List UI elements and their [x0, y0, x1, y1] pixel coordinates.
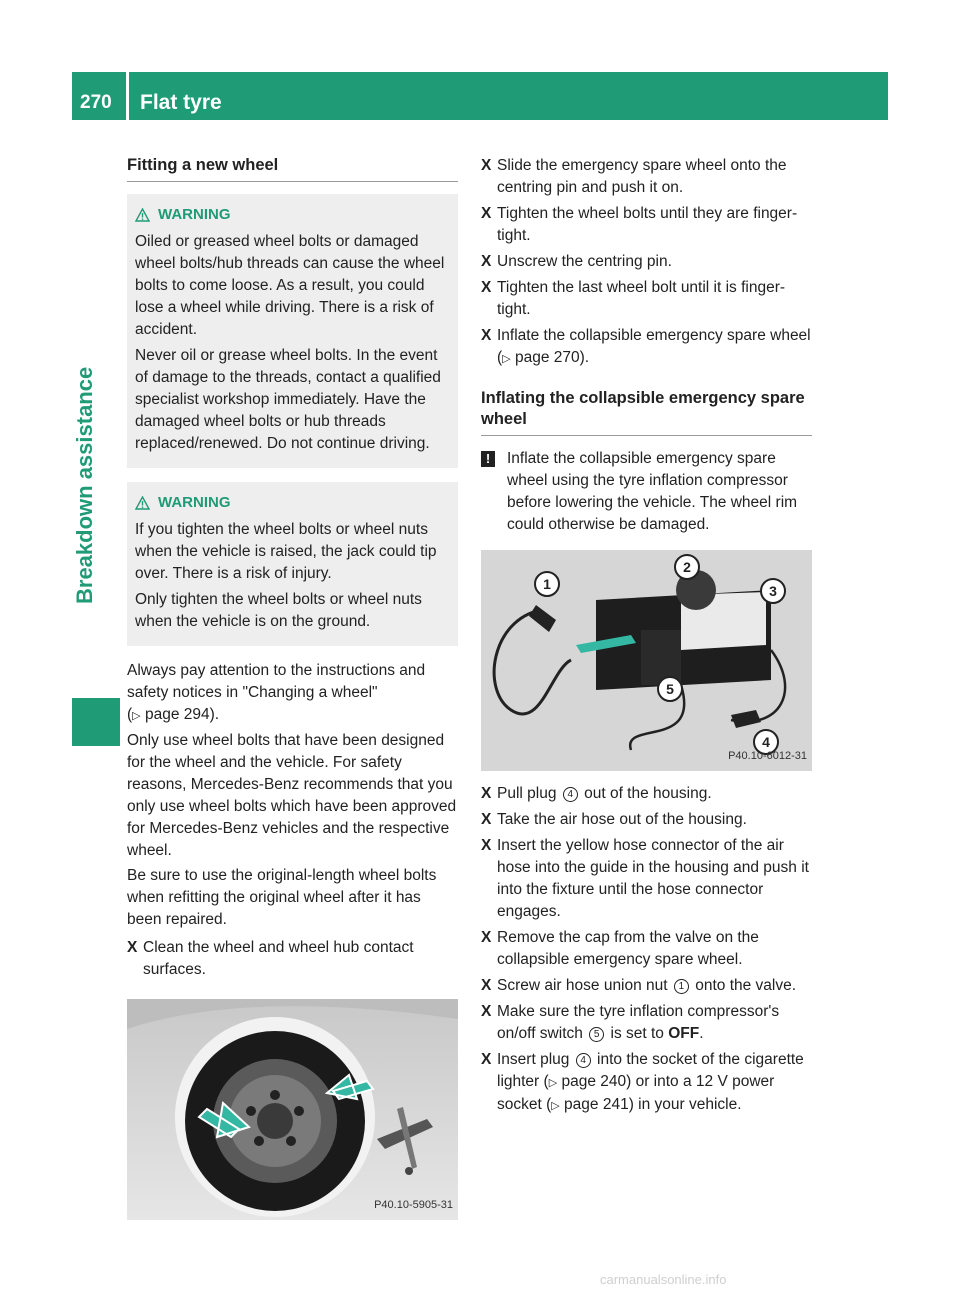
- warning-text: Never oil or grease wheel bolts. In the event of damage to the threads, contact a qualified specialist workshop immediately. Have the damaged wheel bolts or hub threads replaced/renewed. Do not continue driving.: [135, 347, 441, 452]
- page-ref-arrow-icon: ▷: [502, 353, 511, 365]
- warning-triangle-icon: [135, 208, 150, 222]
- warning-text: Oiled or greased wheel bolts or damaged wheel bolts/hub threads can cause the wheel bolts to come loose. As a result, you could lose a wheel while driving. There is a risk of accident.: [135, 233, 445, 338]
- step-item: X Pull plug 4 out of the housing.: [481, 783, 812, 805]
- warning-title: WARNING: [135, 204, 452, 226]
- callout-ref-1: 1: [674, 979, 689, 994]
- step-x-icon: X: [481, 1051, 492, 1068]
- figure-compressor: [481, 550, 812, 771]
- exclamation-icon: !: [481, 451, 495, 467]
- step-x-icon: X: [127, 939, 138, 956]
- notice-box: [481, 448, 812, 536]
- figure-code: P40.10-5905-31: [374, 1199, 453, 1211]
- warning-triangle-icon: [135, 496, 150, 510]
- page-title: Flat tyre: [140, 91, 222, 114]
- warning-box-jack: [127, 482, 458, 646]
- figure-code: P40.10-6012-31: [728, 750, 807, 762]
- step-item: X Tighten the wheel bolts until they are finger-tight.: [481, 203, 812, 247]
- section-heading-inflating: Inflating the collapsible emergency spare wheel: [481, 388, 812, 436]
- step-x-icon: X: [481, 929, 492, 946]
- step-x-icon: X: [481, 785, 492, 802]
- warning-box-bolts: [127, 194, 458, 468]
- page-reference-link[interactable]: page 294).: [144, 706, 220, 723]
- step-item: X Tighten the last wheel bolt until it is finger-tight.: [481, 277, 812, 321]
- left-column: [127, 155, 458, 1220]
- paragraph-approved-bolts: Only use wheel bolts that have been designed for the wheel and the vehicle. For safety reasons, Mercedes-Benz recommends that you only use wheel bolts which have been approved for Mercedes-Benz vehicles and the respective wheel.: [127, 732, 457, 859]
- step-item: X Unscrew the centring pin.: [481, 251, 812, 273]
- callout-ref-5: 5: [589, 1027, 604, 1042]
- step-item: X Make sure the tyre inflation compressor's on/off switch 5 is set to OFF.: [481, 1001, 812, 1045]
- step-item: X Remove the cap from the valve on the collapsible emergency spare wheel.: [481, 927, 812, 971]
- paragraph-original-bolts: Be sure to use the original-length wheel bolts when refitting the original wheel after it has been repaired.: [127, 867, 437, 928]
- callout-4: 4: [762, 734, 770, 750]
- step-x-icon: X: [481, 205, 492, 222]
- page-reference-link[interactable]: page 240) or into a 12 V power socket (: [497, 1073, 775, 1113]
- step-x-icon: X: [481, 327, 492, 344]
- step-x-icon: X: [481, 253, 492, 270]
- step-x-icon: X: [481, 157, 492, 174]
- step-x-icon: X: [481, 279, 492, 296]
- paragraph-instructions: Always pay attention to the instructions and safety notices in "Changing a wheel" (▷ page 294).: [127, 662, 426, 723]
- footer-watermark: carmanualsonline.info: [600, 1272, 727, 1287]
- callout-1: 1: [543, 576, 551, 592]
- side-tab-label: Breakdown assistance: [72, 366, 97, 604]
- header-separator: [126, 72, 129, 120]
- right-column: [481, 155, 812, 1121]
- page-ref-arrow-icon: ▷: [548, 1077, 558, 1089]
- warning-text: If you tighten the wheel bolts or wheel nuts when the vehicle is raised, the jack could tip over. There is a risk of injury.: [135, 521, 437, 582]
- page-reference-link[interactable]: page 270).: [514, 349, 590, 366]
- page-reference-link[interactable]: page 241) in your vehicle.: [564, 1096, 742, 1113]
- callout-ref-4: 4: [563, 787, 578, 802]
- step-item: X Screw air hose union nut 1 onto the valve.: [481, 975, 812, 997]
- callout-3: 3: [769, 583, 777, 599]
- step-item: X Slide the emergency spare wheel onto the centring pin and push it on.: [481, 155, 812, 199]
- page-ref-arrow-icon: ▷: [132, 710, 141, 722]
- warning-text: Only tighten the wheel bolts or wheel nuts when the vehicle is on the ground.: [135, 591, 422, 630]
- page-ref-arrow-icon: ▷: [551, 1100, 560, 1112]
- warning-title: WARNING: [135, 492, 452, 514]
- step-x-icon: X: [481, 1003, 492, 1020]
- step-item: X Clean the wheel and wheel hub contact surfaces.: [127, 937, 458, 981]
- figure-wheel-bolts: [127, 999, 458, 1220]
- side-tab-marker: [72, 698, 120, 746]
- callout-2: 2: [683, 559, 691, 575]
- step-item: X Take the air hose out of the housing.: [481, 809, 812, 831]
- step-item: X Inflate the collapsible emergency spare wheel (▷ page 270).: [481, 325, 812, 370]
- step-item: X Insert the yellow hose connector of the air hose into the guide in the housing and push it into the fixture until the hose connector engages.: [481, 835, 812, 923]
- notice-text: Inflate the collapsible emergency spare wheel using the tyre inflation compressor before lowering the vehicle. The wheel rim could otherwise be damaged.: [507, 450, 798, 533]
- step-item: X Insert plug 4 into the socket of the cigarette lighter (▷ page 240) or into a 12 V power socket (▷ page 241) in your vehicle.: [481, 1049, 812, 1117]
- callout-ref-4: 4: [576, 1053, 591, 1068]
- step-x-icon: X: [481, 811, 492, 828]
- callout-5: 5: [666, 681, 674, 697]
- step-x-icon: X: [481, 977, 492, 994]
- wheel-illustration: [127, 999, 458, 1220]
- section-heading-fitting: Fitting a new wheel: [127, 155, 458, 182]
- step-x-icon: X: [481, 837, 492, 854]
- page-number: 270: [80, 92, 112, 113]
